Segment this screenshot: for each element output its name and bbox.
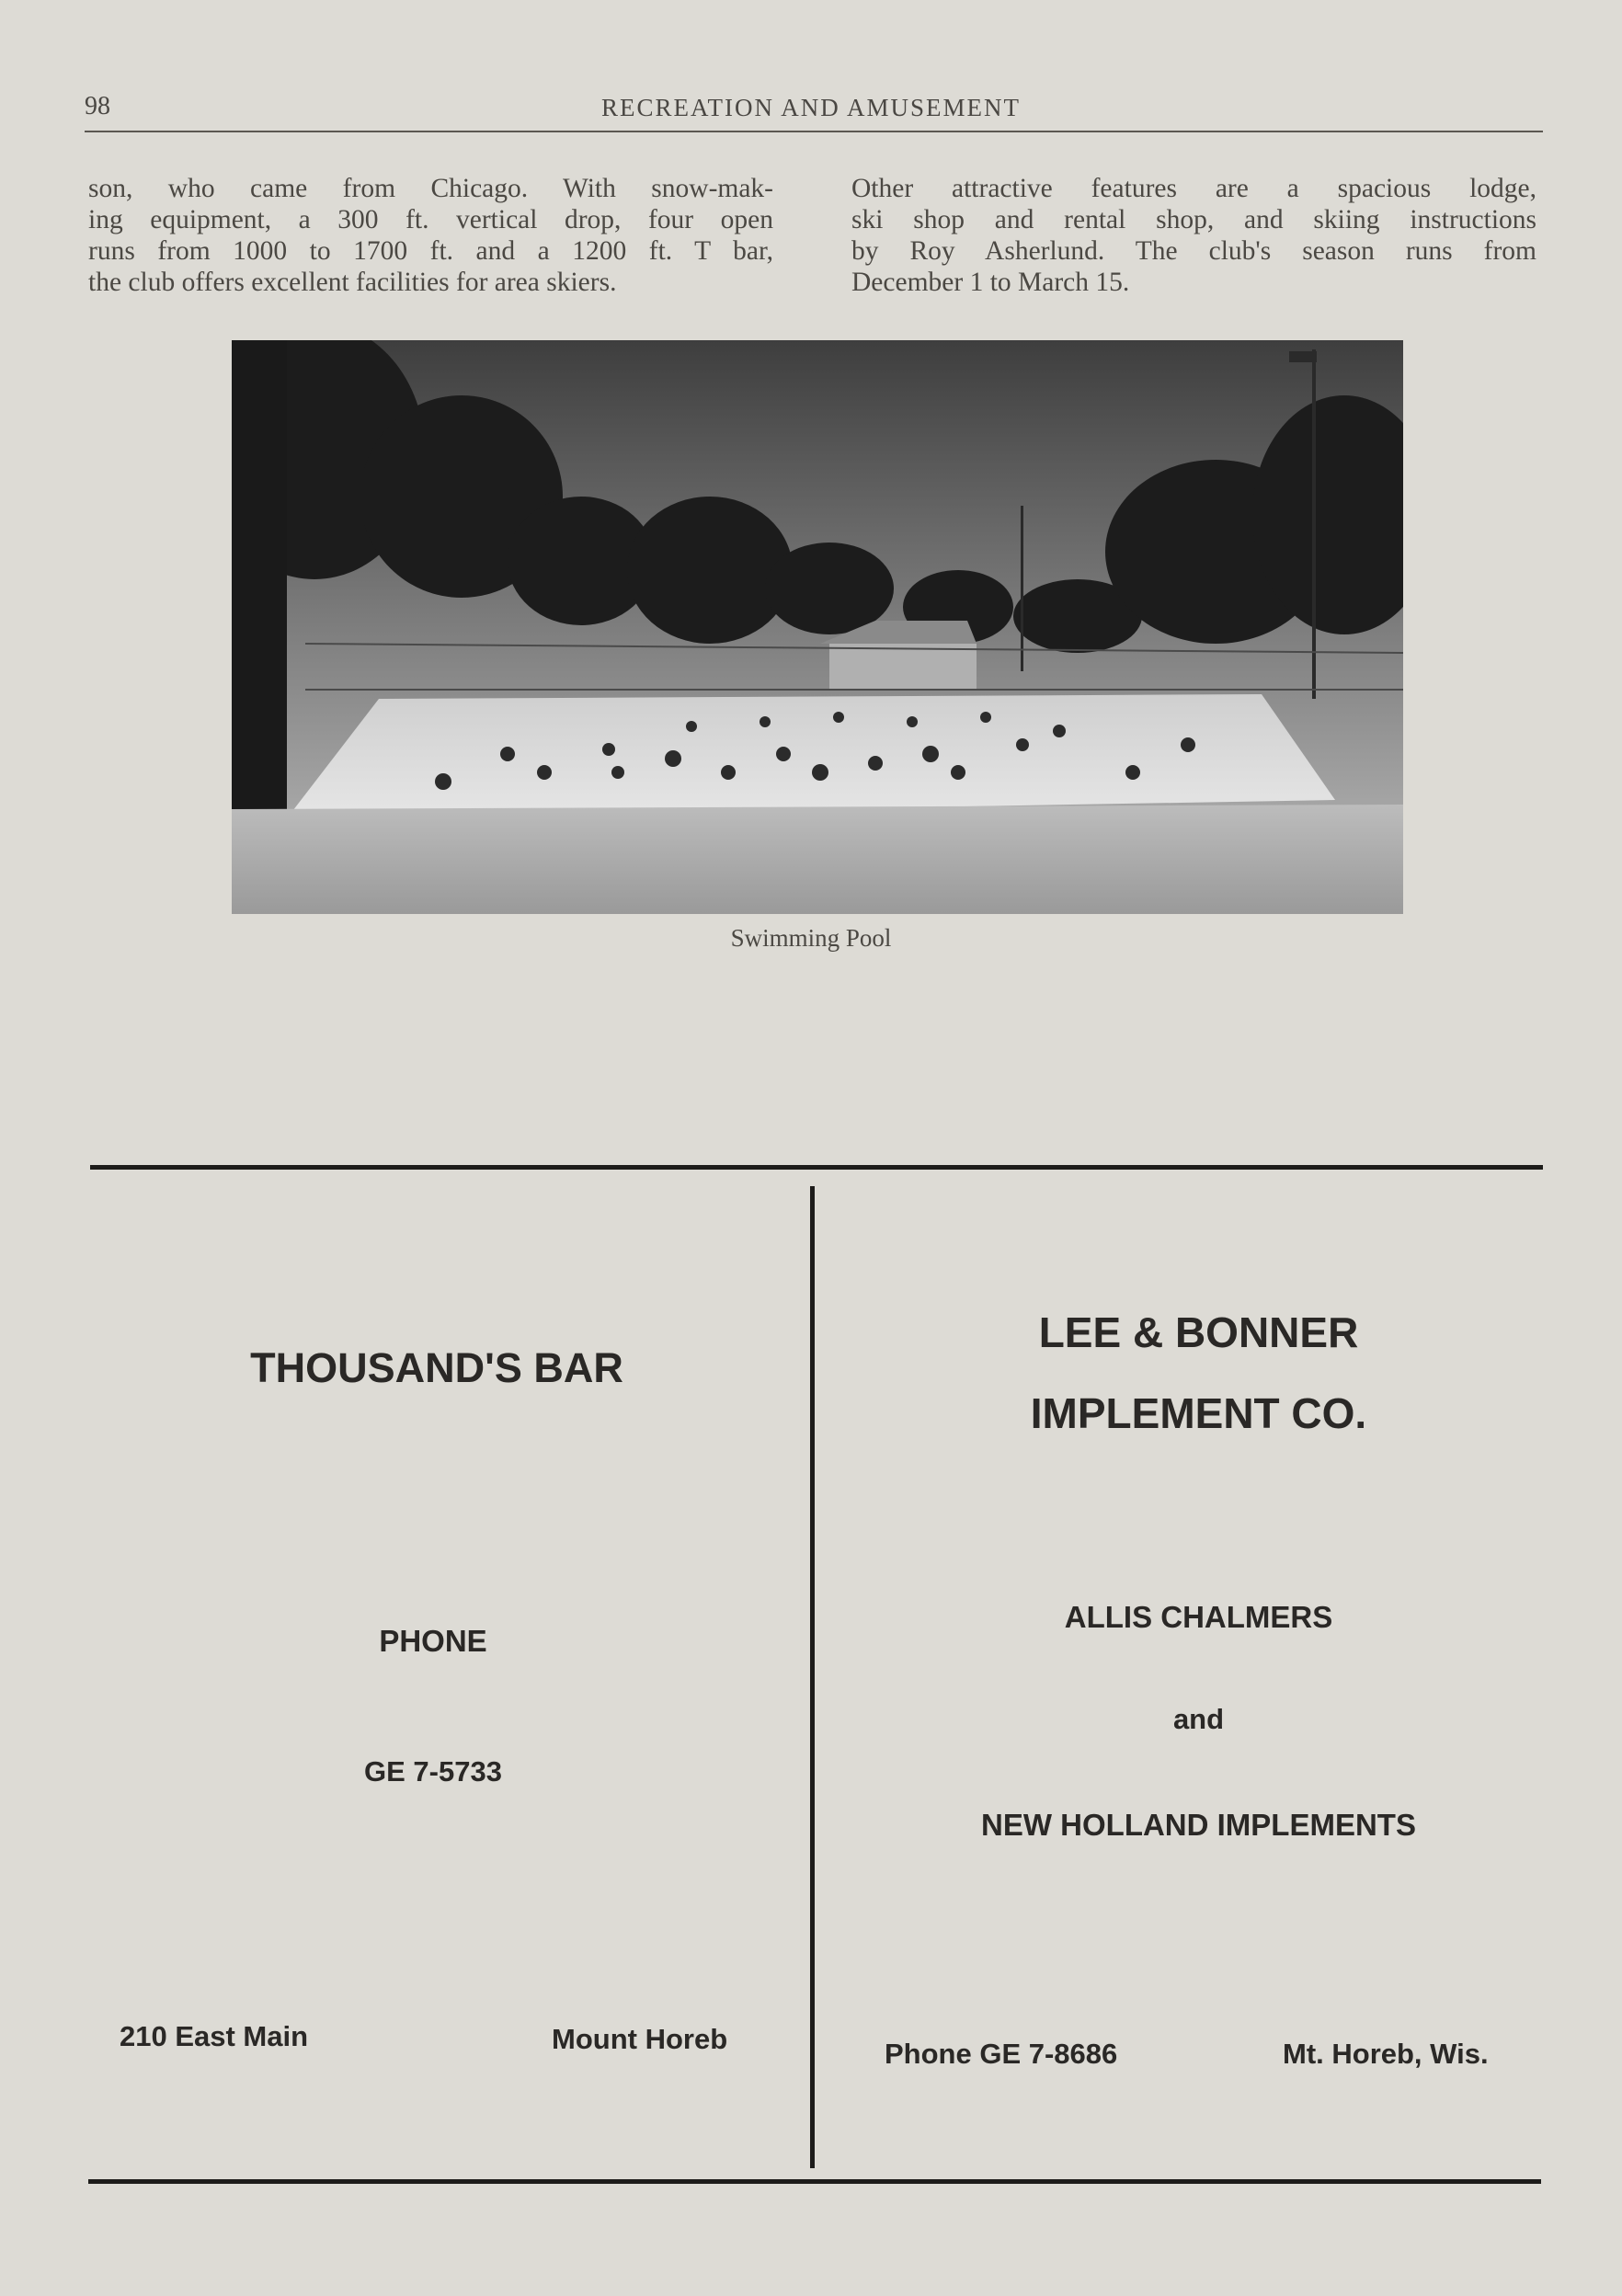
right-text-column: [851, 173, 1536, 298]
swimming-pool-photo: [232, 340, 1403, 914]
thousands-bar-address: 210 East Main: [120, 2020, 309, 2052]
thousands-bar-phone-label: PHONE: [379, 1624, 487, 1658]
ad-bottom-rule: [88, 2179, 1541, 2184]
thousands-bar-phone: GE 7-5733: [364, 1755, 502, 1788]
lee-bonner-brand-new-holland: NEW HOLLAND IMPLEMENTS: [981, 1808, 1416, 1842]
thousands-bar-title: THOUSAND'S BAR: [250, 1344, 623, 1391]
left-text-column: [88, 173, 773, 298]
ad-top-rule: [90, 1165, 1543, 1170]
text-line: Other attractive features are a spacious lodge,: [851, 174, 1536, 203]
text-line: December 1 to March 15.: [851, 268, 1130, 297]
text-line: ing equipment, a 300 ft. vertical drop, four open: [88, 205, 773, 234]
lee-bonner-brand-allis: ALLIS CHALMERS: [1064, 1600, 1333, 1634]
text-line: son, who came from Chicago. With snow-mak-: [88, 174, 773, 203]
text-line: runs from 1000 to 1700 ft. and a 1200 ft. T bar,: [88, 236, 773, 266]
lee-bonner-title-line1: LEE & BONNER: [1038, 1308, 1359, 1356]
text-line: ski shop and rental shop, and skiing instructions: [851, 205, 1536, 234]
lee-bonner-connector: and: [1172, 1703, 1225, 1735]
header-rule: [85, 131, 1543, 132]
thousands-bar-city: Mount Horeb: [552, 2023, 728, 2055]
running-head: RECREATION AND AMUSEMENT: [600, 94, 1022, 121]
page-number: 98: [85, 92, 110, 120]
lee-bonner-title-line2: IMPLEMENT CO.: [1030, 1389, 1367, 1437]
pool-photo-illustration: [232, 340, 1403, 914]
photo-caption: Swimming Pool: [730, 924, 892, 952]
lee-bonner-city: Mt. Horeb, Wis.: [1283, 2038, 1489, 2070]
text-line: the club offers excellent facilities for area skiers.: [88, 268, 617, 297]
text-line: by Roy Asherlund. The club's season runs from: [851, 236, 1536, 266]
lee-bonner-phone: Phone GE 7-8686: [885, 2038, 1118, 2070]
